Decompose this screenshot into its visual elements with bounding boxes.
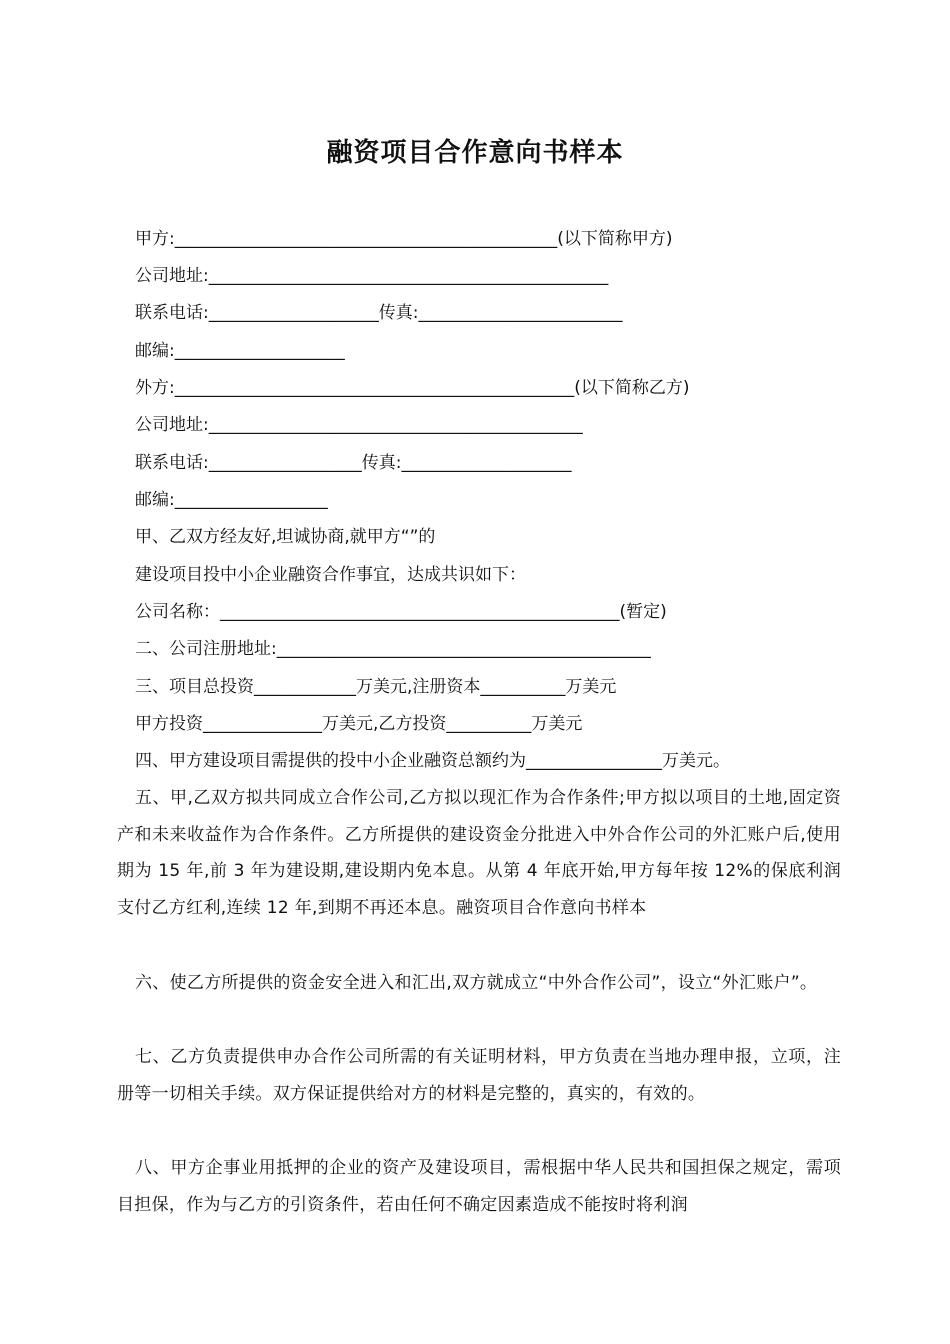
- item-3-party-investment: 甲方投资______________万美元,乙方投资__________万美元: [135, 714, 583, 734]
- party-b-line: 外方:_______________________________________________(以下简称乙方): [135, 378, 690, 398]
- party-b-phone-fax: 联系电话:__________________传真:____________________: [135, 453, 572, 473]
- party-a-phone-fax: 联系电话:____________________传真:________________________: [135, 303, 623, 323]
- party-b-address: 公司地址:____________________________________________: [135, 415, 583, 435]
- item-7-paragraph: 七、乙方负责提供申办合作公司所需的有关证明材料，甲方负责在当地办理申报，立项，注册等一切相关手续。双方保证提供给对方的材料是完整的，真实的，有效的。: [117, 1047, 841, 1104]
- intro-line-2: 建设项目投中小企业融资合作事宜，达成共识如下：: [135, 565, 526, 585]
- item-4-financing-amount: 四、甲方建设项目需提供的投中小企业融资总额约为________________万美元。: [135, 751, 730, 771]
- intro-line-1: 甲、乙双方经友好,坦诚协商,就甲方“”的: [135, 527, 436, 547]
- item-3-total-investment: 三、项目总投资____________万美元,注册资本__________万美元: [135, 677, 617, 697]
- item-8-paragraph: 八、甲方企事业用抵押的企业的资产及建设项目，需根据中华人民共和国担保之规定，需项目担保，作为与乙方的引资条件，若由任何不确定因素造成不能按时将利润: [117, 1158, 841, 1215]
- item-5-paragraph: 五、甲,乙双方拟共同成立合作公司,乙方拟以现汇作为合作条件;甲方拟以项目的土地,固定资产和未来收益作为合作条件。乙方所提供的建设资金分批进入中外合作公司的外汇账户后,使用期为 15 年,前 3 年为建设期,建设期内免本息。从第 4 年底开始,甲方每年按 12%的保底利润支付乙方红利,连续 12 年,到期不再还本息。融资项目合作意向书样本: [117, 788, 841, 919]
- party-a-line: 甲方:_____________________________________________(以下简称甲方): [135, 229, 673, 249]
- item-2-registered-address: 二、公司注册地址:____________________________________________: [135, 639, 651, 659]
- party-a-postcode: 邮编:____________________: [135, 341, 345, 361]
- party-a-address: 公司地址:_______________________________________________: [135, 266, 609, 286]
- item-6-paragraph: 六、使乙方所提供的资金安全进入和汇出,双方就成立“中外合作公司”，设立“外汇账户”。: [135, 973, 818, 993]
- document-title: 融资项目合作意向书样本: [326, 138, 624, 168]
- party-b-postcode: 邮编:__________________: [135, 490, 328, 510]
- company-name-line: 公司名称：_______________________________________________(暂定): [135, 602, 667, 622]
